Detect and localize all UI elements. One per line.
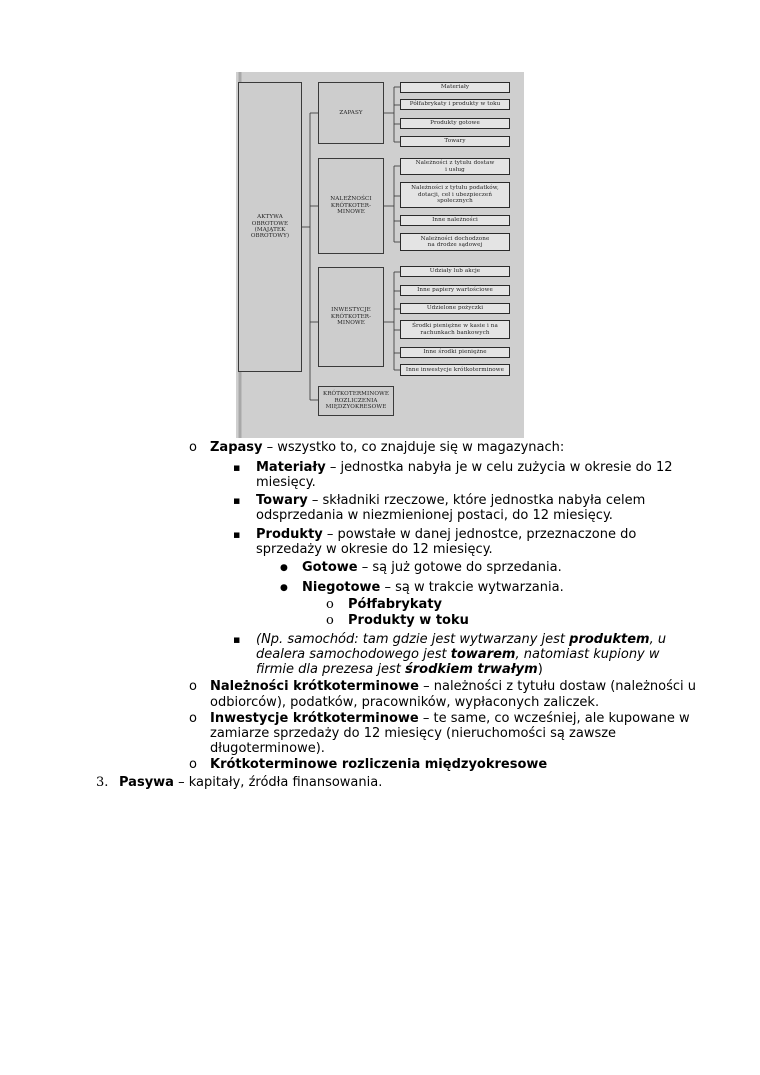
zapasy-item: Materiały — [400, 82, 510, 93]
towary-line-1 — [256, 493, 645, 509]
term: Towary — [256, 493, 308, 508]
term: Zapasy — [210, 440, 263, 455]
term: Pasywa — [119, 775, 174, 790]
example-line-2 — [256, 647, 660, 663]
inwestycje-line-2: zamiarze sprzedaży do 12 miesięcy (nieruchomości są zawsze — [210, 726, 617, 741]
desc: – kapitały, źródła finansowania. — [173, 775, 383, 790]
example-text: (Np. samochód: tam gdzie jest wytwarzany jest — [256, 632, 570, 647]
term: Gotowe — [302, 560, 358, 575]
zapasy-item: Towary — [400, 136, 510, 147]
square-bullet: ▪ — [233, 461, 241, 474]
produkty-w-toku-line — [348, 613, 469, 629]
term: Materiały — [256, 460, 326, 475]
term: Krótkoterminowe rozliczenia międzyokresowe — [210, 757, 548, 772]
group-naleznosci: NALEŻNOŚCI KRÓTKOTER-MINOWE — [318, 158, 384, 254]
term: Półfabrykaty — [348, 597, 443, 612]
produkty-line-2: sprzedaży w okresie do 12 miesięcy. — [256, 542, 493, 557]
term: Inwestycje krótkoterminowe — [210, 711, 419, 726]
desc: – należności z tytułu dostaw (należności u — [419, 679, 697, 694]
square-bullet: ▪ — [233, 494, 241, 507]
inwestycje-line-1 — [210, 711, 690, 727]
zapasy-item: Półfabrykaty i produkty w toku — [400, 99, 510, 110]
inwestycje-item: Udziały lub akcje — [400, 266, 510, 277]
example-term: środkiem trwałym — [405, 662, 538, 677]
group-rozliczenia: KRÓTKOTERMINOWE ROZLICZENIA MIĘDZYOKRESOWE — [318, 386, 394, 416]
example-line-1 — [256, 632, 666, 648]
inwestycje-item: Udzielone pożyczki — [400, 303, 510, 314]
desc: – składniki rzeczowe, które jednostka nabyła celem — [307, 493, 646, 508]
circle-bullet: o — [189, 711, 197, 726]
naleznosci-line-1 — [210, 679, 696, 695]
inwestycje-line-3: długoterminowe). — [210, 741, 325, 756]
polfabrykaty-line — [348, 597, 442, 613]
desc: – te same, co wcześniej, ale kupowane w — [418, 711, 690, 726]
root-box: AKTYWA OBROTOWE (MAJĄTEK OBROTOWY) — [238, 82, 302, 372]
circle-bullet: o — [189, 679, 197, 694]
desc: – wszystko to, co znajduje się w magazynach: — [262, 440, 565, 455]
inwestycje-item: Inne papiery wartościowe — [400, 285, 510, 296]
example-text: ) — [537, 662, 543, 677]
circle-bullet: o — [326, 613, 334, 628]
example-text: firmie dla prezesa jest — [256, 662, 406, 677]
desc: – są w trakcie wytwarzania. — [380, 580, 564, 595]
materialy-line-1 — [256, 460, 673, 476]
group-zapasy: ZAPASY — [318, 82, 384, 144]
inwestycje-item: Inne inwestycje krótkoterminowe — [400, 364, 510, 376]
term: Należności krótkoterminowe — [210, 679, 419, 694]
zapasy-paragraph — [210, 440, 564, 456]
term: Produkty — [256, 527, 323, 542]
desc: – jednostka nabyła je w celu zużycia w okresie do 12 — [325, 460, 673, 475]
naleznosci-item: Należności z tytułu dostaw i usług — [400, 158, 510, 175]
square-bullet: ▪ — [233, 633, 241, 646]
example-text: , u — [649, 632, 667, 647]
gotowe-line — [302, 560, 562, 576]
list-number: 3. — [96, 775, 109, 790]
desc: – są już gotowe do sprzedania. — [357, 560, 562, 575]
group-inwestycje: INWESTYCJE KRÓTKOTER-MINOWE — [318, 267, 384, 367]
example-term: produktem — [569, 632, 650, 647]
zapasy-item: Produkty gotowe — [400, 118, 510, 129]
dot-bullet: ● — [280, 583, 288, 593]
scanned-diagram — [236, 72, 524, 438]
naleznosci-line-2: odbiorców), podatków, pracowników, wypłaconych zaliczek. — [210, 695, 600, 710]
circle-bullet: o — [189, 440, 197, 455]
square-bullet: ▪ — [233, 528, 241, 541]
naleznosci-item: Inne należności — [400, 215, 510, 226]
towary-line-2: odsprzedania w niezmienionej postaci, do 12 miesięcy. — [256, 508, 613, 523]
circle-bullet: o — [326, 597, 334, 612]
produkty-line-1 — [256, 527, 636, 543]
naleznosci-item: Należności dochodzone na drodze sądowej — [400, 233, 510, 251]
circle-bullet: o — [189, 757, 197, 772]
example-text: dealera samochodowego jest — [256, 647, 451, 662]
inwestycje-item: Inne środki pieniężne — [400, 347, 510, 358]
example-term: towarem — [450, 647, 516, 662]
dot-bullet: ● — [280, 563, 288, 573]
term: Produkty w toku — [348, 613, 469, 628]
materialy-line-2: miesięcy. — [256, 475, 316, 490]
term: Niegotowe — [302, 580, 381, 595]
example-text: , natomiast kupiony w — [515, 647, 660, 662]
naleznosci-item: Należności z tytułu podatków, dotacji, ceł i ubezpieczeń społecznych — [400, 182, 510, 208]
pasywa-line — [119, 775, 382, 791]
rozliczenia-line — [210, 757, 547, 773]
inwestycje-item: Środki pieniężne w kasie i na rachunkach bankowych — [400, 320, 510, 339]
example-line-3 — [256, 662, 543, 678]
desc: – powstałe w danej jednostce, przeznaczone do — [322, 527, 637, 542]
niegotowe-line — [302, 580, 564, 596]
